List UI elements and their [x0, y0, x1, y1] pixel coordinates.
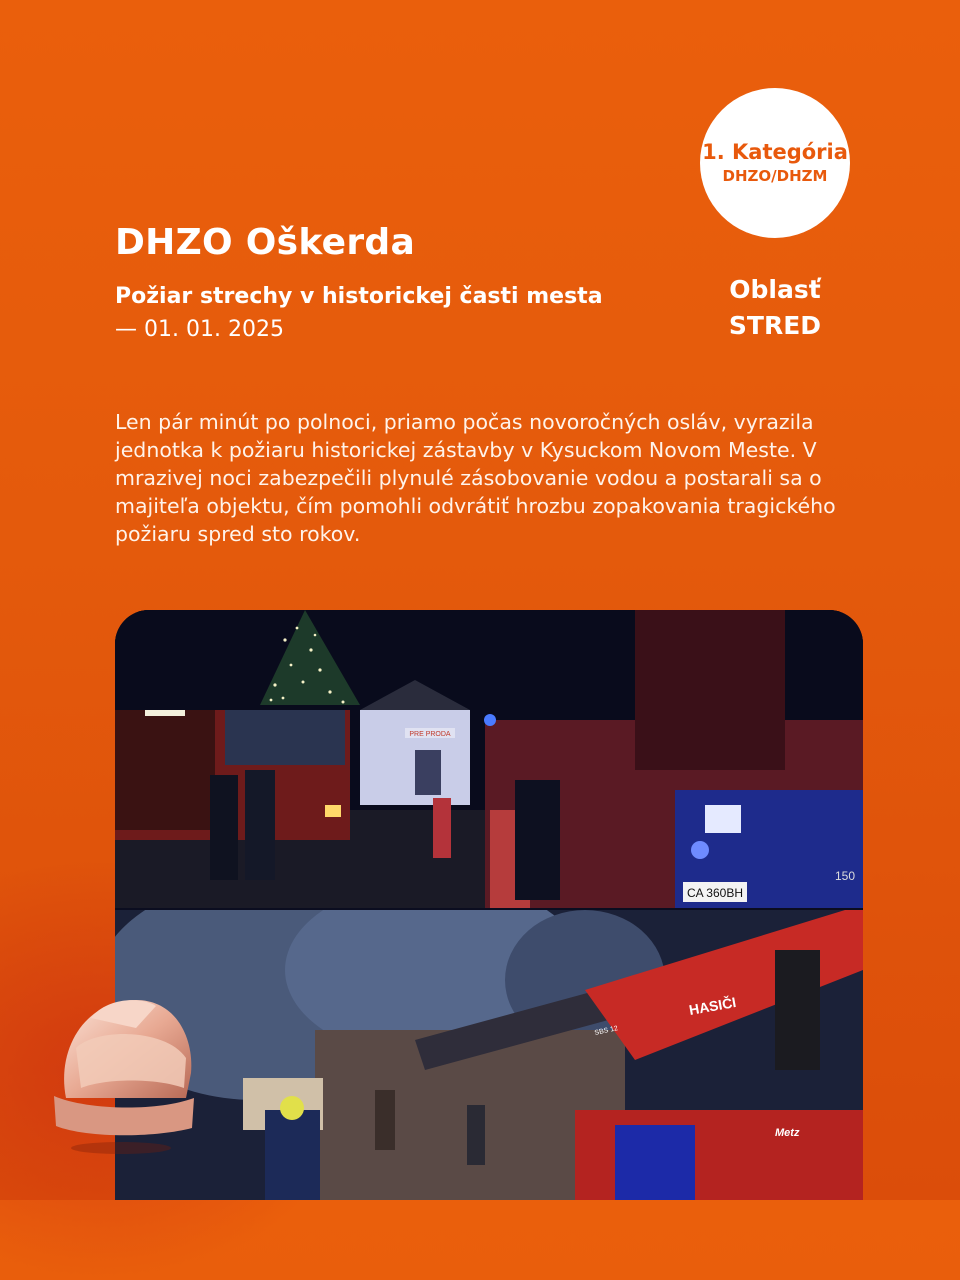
event-date: — 01. 01. 2025 [115, 317, 284, 342]
truck-model-text: Metz [775, 1127, 800, 1139]
page-title: DHZO Oškerda [115, 222, 416, 263]
region-name: STRED [728, 311, 822, 340]
category-type: DHZO/DHZM [722, 167, 828, 185]
region-label: Oblasť [729, 275, 821, 304]
category-badge [700, 88, 850, 238]
truck-small-text: SBS 12 [593, 1025, 619, 1037]
license-plate-text: CA 360BH [686, 886, 744, 900]
photo-collage [115, 610, 863, 1200]
photo-night-scene [115, 610, 863, 908]
photo-ladder-truck [115, 910, 863, 1200]
firefighter-helmet-icon [46, 988, 196, 1158]
building-sign-text: PRE PRODA [409, 731, 451, 738]
category-label: 1. Kategória [702, 140, 848, 164]
truck-side-number: 150 [834, 869, 855, 883]
event-subtitle [115, 280, 675, 346]
region-block [700, 272, 850, 344]
event-headline: Požiar strechy v historickej časti mesta [115, 284, 603, 309]
event-description: Len pár minút po polnoci, priamo počas novoročných osláv, vyrazila jednotka k požiaru historickej zástavby v Kysuckom Novom Meste. V mrazivej noci zabezpečili plynulé zásobovanie vodou a postarali sa o majiteľa objektu, čím pomohli odvrátiť hrozbu zopakovania tragického požiaru spred sto rokov. [115, 410, 836, 546]
truck-hasici-text: HASIČI [687, 993, 738, 1018]
